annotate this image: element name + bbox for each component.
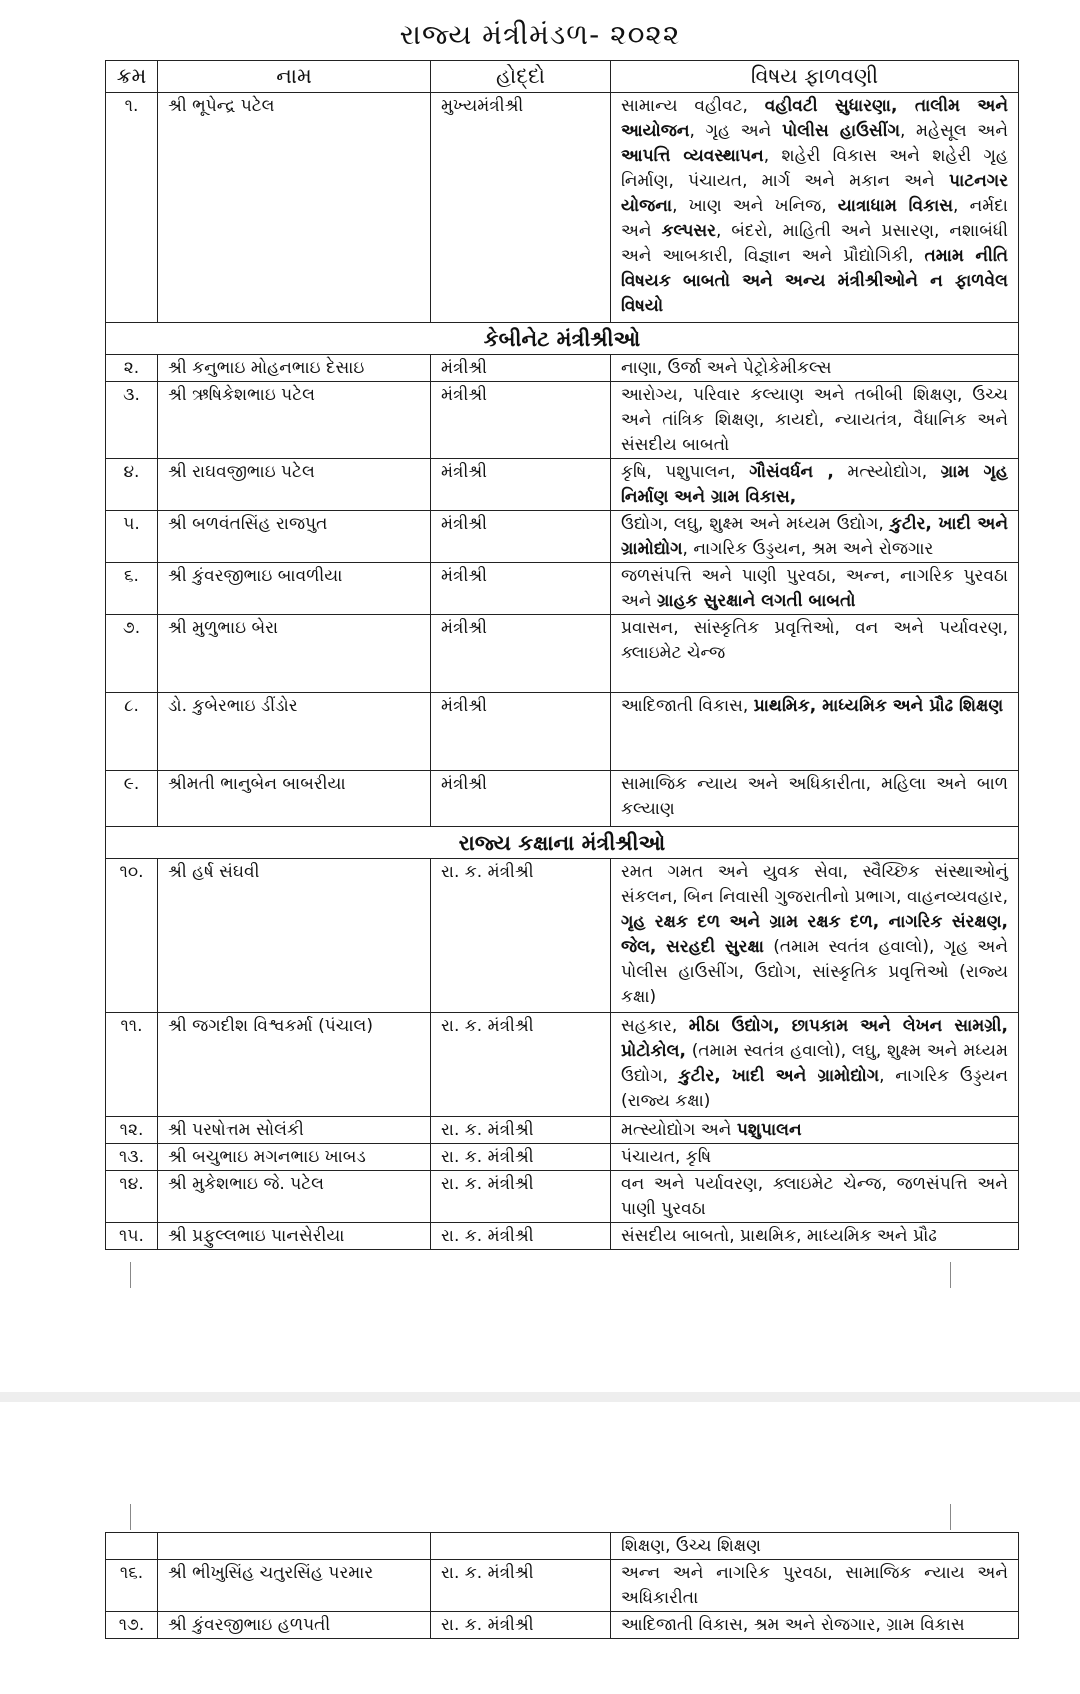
- row-name: શ્રી રાઘવજીભાઇ પટેલ: [158, 459, 431, 511]
- row-designation: રા. ક. મંત્રીશ્રી: [431, 1013, 611, 1117]
- subject-bold-text: પ્રાથમિક, માધ્યમિક અને પ્રૌઢ શિક્ષણ: [753, 696, 1004, 716]
- subject-text: , બંદરો, માહિતી અને પ્રસારણ, નશાબંધી અને આબકારી, વિજ્ઞાન અને પ્રૌદ્યોગિકી,: [621, 221, 1008, 266]
- row-designation: મંત્રીશ્રી: [431, 459, 611, 511]
- header-name: નામ: [158, 61, 431, 93]
- row-subjects: [611, 511, 1019, 563]
- row-designation: મંત્રીશ્રી: [431, 382, 611, 459]
- subject-text: સામાજિક ન્યાય અને અધિકારીતા, મહિલા અને બાળ કલ્યાણ: [621, 774, 1008, 819]
- row-name: ડો. કુબેરભાઇ ડીંડોર: [158, 693, 431, 771]
- row-designation: મુખ્યમંત્રીશ્રી: [431, 93, 611, 323]
- table-row: [106, 1533, 1019, 1560]
- subject-text: પ્રવાસન, સાંસ્કૃતિક પ્રવૃત્તિઓ, વન અને પર્યાવરણ, ક્લાઇમેટ ચેન્જ: [621, 618, 1008, 663]
- row-subjects: [611, 693, 1019, 771]
- row-subjects: [611, 355, 1019, 382]
- row-num: ૧૫.: [106, 1223, 158, 1250]
- row-name: શ્રી મુળુભાઇ બેરા: [158, 615, 431, 693]
- table-row: [106, 563, 1019, 615]
- header-row: [106, 61, 1019, 93]
- page-margin-mark: [950, 1504, 951, 1530]
- row-name: શ્રી મુકેશભાઇ જે. પટેલ: [158, 1171, 431, 1223]
- page-break: [0, 1392, 1080, 1402]
- row-subjects: [611, 1144, 1019, 1171]
- row-name: શ્રીમતી ભાનુબેન બાબરીયા: [158, 771, 431, 827]
- cabinet-table: [105, 60, 1019, 1250]
- cabinet-table-continued: [105, 1532, 1019, 1639]
- table-row: [106, 1612, 1019, 1639]
- row-num: ૩.: [106, 382, 158, 459]
- subject-text: આદિજાતી વિકાસ,: [621, 696, 754, 716]
- row-name: શ્રી બચુભાઇ મગનભાઇ ખાબડ: [158, 1144, 431, 1171]
- row-subjects: [611, 1223, 1019, 1250]
- row-num: ૧૧.: [106, 1013, 158, 1117]
- mos-section-heading: રાજ્ય કક્ષાના મંત્રીશ્રીઓ: [106, 827, 1019, 859]
- row-num: ૮.: [106, 693, 158, 771]
- subject-text: અન્ન અને નાગરિક પુરવઠા, સામાજિક ન્યાય અને અધિકારીતા: [621, 1563, 1008, 1608]
- table-row: [106, 693, 1019, 771]
- row-designation: મંત્રીશ્રી: [431, 563, 611, 615]
- subject-text: (તમામ સ્વતંત્ર હવાલો), લઘુ, શુક્ષ્મ અને મધ્યમ ઉદ્યોગ,: [621, 1041, 1008, 1086]
- subject-text: , નર્મદા અને: [621, 196, 1008, 241]
- row-name: શ્રી કનુભાઇ મોહનભાઇ દેસાઇ: [158, 355, 431, 382]
- subject-text: ઉદ્યોગ, લઘુ, શુક્ષ્મ અને મધ્યમ ઉદ્યોગ,: [621, 514, 890, 534]
- subject-bold-text: ગ્રાહક સુરક્ષાને લગતી બાબતો: [657, 591, 856, 611]
- subject-text: પંચાયત, કૃષિ: [621, 1147, 712, 1167]
- page-margin-mark: [950, 1262, 951, 1288]
- table-row: [106, 382, 1019, 459]
- row-name: શ્રી બળવંતસિંહ રાજપુત: [158, 511, 431, 563]
- row-num: ૧.: [106, 93, 158, 323]
- table-row: [106, 859, 1019, 1013]
- subject-text: સામાન્ય વહીવટ,: [621, 96, 765, 116]
- row-num: ૯.: [106, 771, 158, 827]
- row-num: ૪.: [106, 459, 158, 511]
- row-designation: રા. ક. મંત્રીશ્રી: [431, 1117, 611, 1144]
- row-num: ૧૩.: [106, 1144, 158, 1171]
- table-row: [106, 511, 1019, 563]
- row-subjects: [611, 1013, 1019, 1117]
- subject-bold-text: વહીવટી સુધારણા, તાલીમ અને આયોજન: [621, 96, 1009, 141]
- table-row: [106, 1171, 1019, 1223]
- table-row: [106, 355, 1019, 382]
- subject-bold-text: આપત્તિ વ્યવસ્થાપન: [621, 146, 764, 166]
- row-designation: મંત્રીશ્રી: [431, 615, 611, 693]
- table-row: [106, 771, 1019, 827]
- row-name: શ્રી ભૂપેન્દ્ર પટેલ: [158, 93, 431, 323]
- row-designation: રા. ક. મંત્રીશ્રી: [431, 1560, 611, 1612]
- subject-text: જળસંપત્તિ અને પાણી પુરવઠા, અન્ન, નાગરિક પુરવઠા અને: [621, 566, 1008, 611]
- table-row: [106, 1223, 1019, 1250]
- row-name: શ્રી ભીખુસિંહ ચતુરસિંહ પરમાર: [158, 1560, 431, 1612]
- subject-text: , ખાણ અને ખનિજ,: [672, 196, 838, 216]
- table-row: [106, 1560, 1019, 1612]
- table-row: [106, 459, 1019, 511]
- row-subjects: [611, 563, 1019, 615]
- row-num: ૧૪.: [106, 1171, 158, 1223]
- subject-text: કૃષિ, પશુપાલન,: [621, 462, 750, 482]
- subject-text: આરોગ્ય, પરિવાર કલ્યાણ અને તબીબી શિક્ષણ, ઉચ્ચ અને તાંત્રિક શિક્ષણ, કાયદો, ન્યાયતંત્ર, વૈધાનિક અને સંસદીય બાબતો: [621, 385, 1008, 455]
- row-subjects: [611, 771, 1019, 827]
- row-subjects: [611, 859, 1019, 1013]
- row-num: ૬.: [106, 563, 158, 615]
- subject-bold-text: યાત્રાધામ વિકાસ: [837, 196, 954, 216]
- row-designation: મંત્રીશ્રી: [431, 355, 611, 382]
- subject-bold-text: કલ્પસર: [661, 221, 716, 241]
- row-designation: મંત્રીશ્રી: [431, 771, 611, 827]
- table-row: [106, 1117, 1019, 1144]
- subject-bold-text: ગ્રામ ગૃહ નિર્માણ અને ગ્રામ વિકાસ,: [621, 462, 1008, 507]
- row-subjects: [611, 93, 1019, 323]
- subject-text: (તમામ સ્વતંત્ર હવાલો), ગૃહ અને પોલીસ હાઉસીંગ, ઉદ્યોગ, સાંસ્કૃતિક પ્રવૃત્તિઓ (રાજ્ય કક્ષા): [621, 937, 1008, 1007]
- row-num: ૧૬.: [106, 1560, 158, 1612]
- table-row: [106, 93, 1019, 323]
- subject-text: , નાગરિક ઉડ્ડયન (રાજ્ય કક્ષા): [621, 1066, 1009, 1111]
- row-name: શ્રી પરષોત્તમ સોલંકી: [158, 1117, 431, 1144]
- row-subjects: [611, 1612, 1019, 1639]
- header-subjects: વિષય ફાળવણી: [611, 61, 1019, 93]
- row-num: ૭.: [106, 615, 158, 693]
- subject-bold-text: પોલીસ હાઉસીંગ: [781, 121, 901, 141]
- subject-text: , શહેરી વિકાસ અને શહેરી ગૃહ નિર્માણ, પંચાયત, માર્ગ અને મકાન અને: [621, 146, 1008, 191]
- section-row: [106, 323, 1019, 355]
- row-name: શ્રી ઋષિકેશભાઇ પટેલ: [158, 382, 431, 459]
- subject-text: શિક્ષણ, ઉચ્ચ શિક્ષણ: [621, 1536, 762, 1556]
- subject-text: આદિજાતી વિકાસ, શ્રમ અને રોજગાર, ગ્રામ વિકાસ: [621, 1615, 965, 1635]
- row-subjects: [611, 1171, 1019, 1223]
- subject-text: , મહેસૂલ અને: [900, 121, 1008, 141]
- subject-bold-text: પશુપાલન: [736, 1120, 802, 1140]
- subject-bold-text: તમામ નીતિ વિષયક બાબતો અને અન્ય મંત્રીશ્રીઓને ન ફાળવેલ વિષયો: [621, 246, 1009, 316]
- header-designation: હોદ્દો: [431, 61, 611, 93]
- page-margin-mark: [130, 1262, 131, 1288]
- header-num: ક્રમ: [106, 61, 158, 93]
- row-name: શ્રી કુંવરજીભાઇ હળપતી: [158, 1612, 431, 1639]
- row-subjects: [611, 1117, 1019, 1144]
- row-designation: રા. ક. મંત્રીશ્રી: [431, 859, 611, 1013]
- row-subjects: [611, 1533, 1019, 1560]
- subject-text: મત્સ્યોદ્યોગ અને: [621, 1120, 737, 1140]
- subject-bold-text: ગૃહ રક્ષક દળ અને ગ્રામ રક્ષક દળ, નાગરિક સંરક્ષણ, જેલ, સરહદી સુરક્ષા: [621, 912, 1008, 957]
- row-subjects: [611, 382, 1019, 459]
- subject-bold-text: મીઠા ઉદ્યોગ, છાપકામ અને લેખન સામગ્રી, પ્રોટોકોલ,: [621, 1016, 1008, 1061]
- row-name: શ્રી પ્રફુલ્લભાઇ પાનસેરીયા: [158, 1223, 431, 1250]
- row-num: ૨.: [106, 355, 158, 382]
- subject-bold-text: કુટીર, ખાદી અને ગ્રામોદ્યોગ: [678, 1066, 880, 1086]
- subject-text: સહકાર,: [621, 1016, 689, 1036]
- row-designation: રા. ક. મંત્રીશ્રી: [431, 1223, 611, 1250]
- subject-text: નાણા, ઉર્જા અને પેટ્રોકેમીકલ્સ: [621, 358, 832, 378]
- subject-text: , ગૃહ અને: [689, 121, 782, 141]
- row-subjects: [611, 615, 1019, 693]
- subject-text: રમત ગમત અને યુવક સેવા, સ્વૈચ્છિક સંસ્થાઓનું સંકલન, બિન નિવાસી ગુજરાતીનો પ્રભાગ, વાહનવ્યવહાર,: [621, 862, 1008, 907]
- page-title: રાજ્ય મંત્રીમંડળ- ૨૦૨૨: [399, 18, 681, 51]
- row-designation: મંત્રીશ્રી: [431, 511, 611, 563]
- table-row: [106, 1013, 1019, 1117]
- row-designation: મંત્રીશ્રી: [431, 693, 611, 771]
- row-designation: રા. ક. મંત્રીશ્રી: [431, 1144, 611, 1171]
- row-name: શ્રી હર્ષ સંઘવી: [158, 859, 431, 1013]
- row-num: ૧૦.: [106, 859, 158, 1013]
- row-num: ૧૭.: [106, 1612, 158, 1639]
- row-name: શ્રી કુંવરજીભાઇ બાવળીયા: [158, 563, 431, 615]
- subject-bold-text: પાટનગર યોજના: [621, 171, 1008, 216]
- section-row: [106, 827, 1019, 859]
- subject-bold-text: કુટીર, ખાદી અને ગ્રામોદ્યોગ: [621, 514, 1008, 559]
- row-name: શ્રી જગદીશ વિશ્વકર્મા (પંચાલ): [158, 1013, 431, 1117]
- row-num: ૫.: [106, 511, 158, 563]
- subject-text: , નાગરિક ઉડ્ડયન, શ્રમ અને રોજગાર: [682, 539, 934, 559]
- row-subjects: [611, 1560, 1019, 1612]
- row-num: ૧૨.: [106, 1117, 158, 1144]
- row-designation: રા. ક. મંત્રીશ્રી: [431, 1612, 611, 1639]
- cabinet-section-heading: કેબીનેટ મંત્રીશ્રીઓ: [106, 323, 1019, 355]
- subject-text: વન અને પર્યાવરણ, ક્લાઇમેટ ચેન્જ, જળસંપત્તિ અને પાણી પુરવઠા: [621, 1174, 1008, 1219]
- subject-text: મત્સ્યોદ્યોગ,: [833, 462, 941, 482]
- row-designation: રા. ક. મંત્રીશ્રી: [431, 1171, 611, 1223]
- row-subjects: [611, 459, 1019, 511]
- subject-text: સંસદીય બાબતો, પ્રાથમિક, માધ્યમિક અને પ્રૌઢ: [621, 1226, 937, 1246]
- page-margin-mark: [130, 1504, 131, 1530]
- subject-bold-text: ગૌસંવર્ધન ,: [749, 462, 834, 482]
- table-row: [106, 615, 1019, 693]
- table-row: [106, 1144, 1019, 1171]
